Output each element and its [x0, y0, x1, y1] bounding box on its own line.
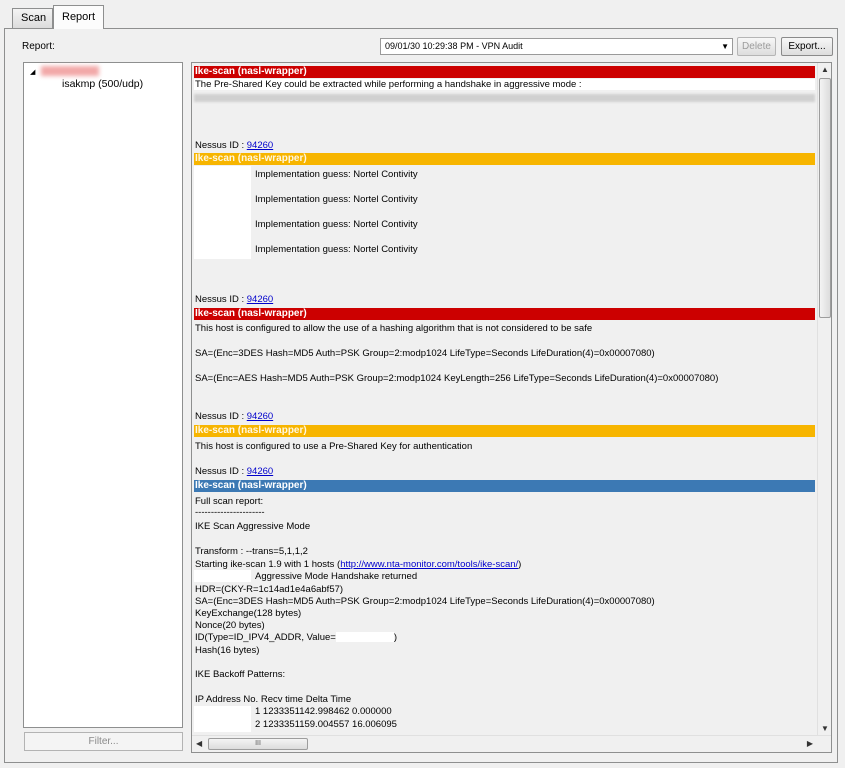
host-tree[interactable]	[23, 62, 183, 728]
nessus-id-link[interactable]: 94260	[246, 140, 274, 151]
report-line: IP Address No. Recv time Delta Time	[195, 694, 352, 705]
report-panel	[4, 28, 838, 763]
report-text: Starting ike-scan 1.9 with 1 hosts (	[195, 559, 341, 570]
delete-button[interactable]: Delete	[737, 37, 776, 56]
report-line: 1 1233351142.998462 0.000000	[255, 706, 392, 717]
redacted-host-label	[41, 66, 99, 76]
finding-title: Ike-scan (nasl-wrapper)	[194, 308, 815, 320]
report-content[interactable]	[191, 62, 832, 753]
report-document	[192, 63, 817, 735]
report-line: IKE Scan Aggressive Mode	[195, 521, 311, 532]
implementation-guess: Implementation guess: Nortel Contivity	[255, 169, 418, 180]
scroll-right-icon[interactable]: ▶	[806, 739, 813, 748]
report-label: Report:	[22, 41, 55, 52]
tab-bar	[0, 0, 845, 28]
report-line: 2 1233351159.004557 16.006095	[255, 719, 397, 730]
report-line	[195, 632, 397, 643]
nessus-id-link[interactable]: 94260	[246, 294, 274, 305]
collapse-triangle-icon[interactable]: ◢	[30, 69, 36, 76]
export-button[interactable]: Export...	[781, 37, 833, 56]
implementation-guess: Implementation guess: Nortel Contivity	[255, 194, 418, 205]
finding-title: Ike-scan (nasl-wrapper)	[194, 425, 815, 437]
report-line	[195, 559, 521, 570]
nessus-id-label: Nessus ID :	[195, 411, 247, 422]
chevron-down-icon: ▼	[721, 42, 729, 51]
indent-block	[194, 166, 251, 259]
nessus-id-line	[195, 466, 273, 477]
horizontal-scroll-thumb[interactable]: III	[208, 738, 308, 750]
finding-title: Ike-scan (nasl-wrapper)	[194, 153, 815, 165]
indent-block	[194, 570, 251, 582]
tree-host-node[interactable]	[30, 66, 99, 77]
scroll-down-icon[interactable]: ▼	[821, 724, 829, 733]
redacted-ip	[336, 632, 394, 642]
report-line: ----------------------	[195, 507, 265, 518]
report-line: Nonce(20 bytes)	[195, 620, 265, 631]
tree-item-isakmp[interactable]: isakmp (500/udp)	[62, 78, 144, 90]
report-select-value: 09/01/30 10:29:38 PM - VPN Audit	[385, 41, 523, 51]
report-text: )	[393, 632, 397, 643]
tab-scan[interactable]: Scan	[12, 8, 53, 28]
nessus-id-link[interactable]: 94260	[246, 466, 274, 477]
scroll-up-icon[interactable]: ▲	[821, 65, 829, 74]
vertical-scroll-thumb[interactable]	[819, 78, 831, 318]
nessus-id-link[interactable]: 94260	[246, 411, 274, 422]
tab-report[interactable]: Report	[53, 5, 104, 29]
report-line: Transform : --trans=5,1,1,2	[195, 546, 308, 557]
report-line: HDR=(CKY-R=1c14ad1e4a6abf57)	[195, 584, 344, 595]
report-line: Aggressive Mode Handshake returned	[255, 571, 418, 582]
report-line: KeyExchange(128 bytes)	[195, 608, 302, 619]
ike-scan-link[interactable]: http://www.nta-monitor.com/tools/ike-scan/	[340, 559, 519, 570]
nessus-id-line	[195, 411, 273, 422]
report-select[interactable]	[380, 38, 733, 55]
report-line: IKE Backoff Patterns:	[195, 669, 286, 680]
sa-line: SA=(Enc=AES Hash=MD5 Auth=PSK Group=2:modp1024 KeyLength=256 LifeType=Seconds LifeDuration(4)=0x00007080)	[195, 373, 719, 384]
scroll-left-icon[interactable]: ◀	[196, 739, 203, 748]
filter-button[interactable]: Filter...	[24, 732, 183, 751]
report-line: Full scan report:	[195, 496, 264, 507]
report-line: Hash(16 bytes)	[195, 645, 260, 656]
report-text: )	[518, 559, 522, 570]
redacted-key-data	[194, 94, 815, 102]
finding-description: The Pre-Shared Key could be extracted while performing a handshake in aggressive mode :	[194, 79, 815, 90]
report-text: ID(Type=ID_IPV4_ADDR, Value=	[195, 632, 336, 643]
sa-line: SA=(Enc=3DES Hash=MD5 Auth=PSK Group=2:modp1024 LifeType=Seconds LifeDuration(4)=0x00007080)	[195, 348, 655, 359]
horizontal-scrollbar[interactable]	[192, 735, 832, 752]
nessus-id-label: Nessus ID :	[195, 140, 247, 151]
indent-block	[194, 706, 251, 732]
finding-title: Ike-scan (nasl-wrapper)	[194, 480, 815, 492]
report-line: SA=(Enc=3DES Hash=MD5 Auth=PSK Group=2:modp1024 LifeType=Seconds LifeDuration(4)=0x00007080)	[195, 596, 655, 607]
nessus-id-line	[195, 140, 273, 151]
implementation-guess: Implementation guess: Nortel Contivity	[255, 244, 418, 255]
nessus-id-label: Nessus ID :	[195, 294, 247, 305]
nessus-id-label: Nessus ID :	[195, 466, 247, 477]
implementation-guess: Implementation guess: Nortel Contivity	[255, 219, 418, 230]
vertical-scrollbar[interactable]	[817, 63, 831, 735]
finding-description: This host is configured to allow the use of a hashing algorithm that is not considered to be safe	[195, 323, 593, 334]
finding-title: Ike-scan (nasl-wrapper)	[194, 66, 815, 78]
nessus-id-line	[195, 294, 273, 305]
finding-description: This host is configured to use a Pre-Shared Key for authentication	[195, 441, 473, 452]
